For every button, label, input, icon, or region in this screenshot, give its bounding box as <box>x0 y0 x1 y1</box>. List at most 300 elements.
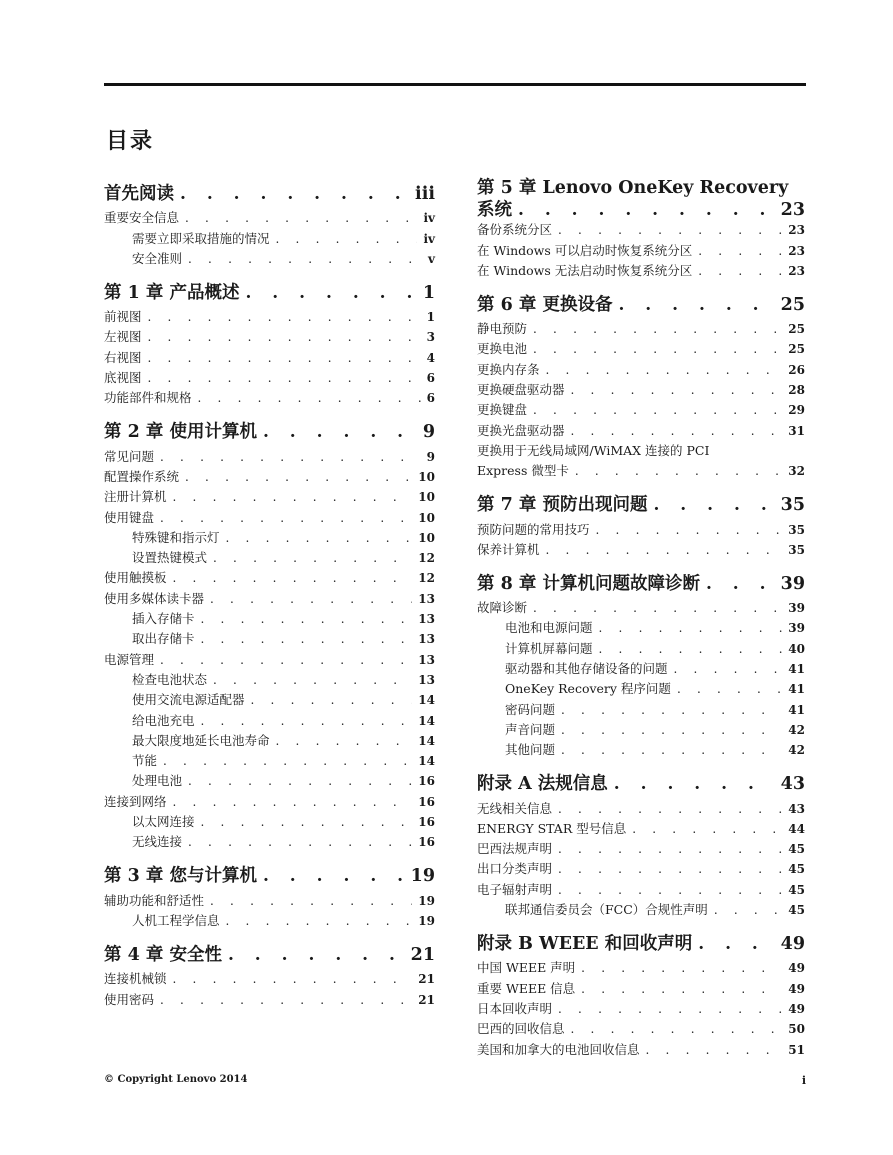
toc-page-number: 6 <box>426 391 435 406</box>
toc-entry-title: 重要安全信息 <box>104 210 180 226</box>
toc-entry-title: 电池和电源问题 <box>505 620 593 636</box>
toc-entry[interactable] <box>477 261 805 281</box>
toc-page-number: 21 <box>418 972 435 987</box>
page-number: i <box>801 1074 806 1087</box>
toc-subentry[interactable] <box>104 670 435 690</box>
toc-entry-title: 更换电池 <box>477 341 528 357</box>
toc-page-number: 14 <box>418 693 435 708</box>
toc-entry-title: 备份系统分区 <box>477 222 553 238</box>
dot-leader <box>599 639 783 659</box>
toc-page-number: 10 <box>418 510 435 525</box>
dot-leader <box>533 400 782 420</box>
toc-page-number: 45 <box>788 882 805 897</box>
toc-page-number: 3 <box>426 330 435 345</box>
toc-entry[interactable] <box>104 467 435 487</box>
dot-leader <box>558 859 782 879</box>
toc-entry-title: 常见问题 <box>104 448 155 464</box>
toc-entry-title: 左视图 <box>104 329 142 345</box>
toc-page-number: 49 <box>788 961 805 976</box>
toc-page-number: 29 <box>788 403 805 418</box>
dot-leader <box>558 220 782 240</box>
toc-entry-title: 联邦通信委员会（FCC）合规性声明 <box>505 902 708 918</box>
toc-page-number: 23 <box>788 223 805 238</box>
toc-entry-title: 保养计算机 <box>477 541 540 557</box>
toc-subentry[interactable] <box>104 228 435 248</box>
toc-entry-title: 检查电池状态 <box>132 671 208 687</box>
toc-entry-title: 声音问题 <box>505 721 556 737</box>
toc-page-number: 19 <box>418 893 435 908</box>
toc-page-number: 26 <box>788 362 805 377</box>
toc-entry-title: 密码问题 <box>505 701 556 717</box>
toc-page-number: 42 <box>788 722 805 737</box>
toc-page-number: 14 <box>418 713 435 728</box>
toc-entry[interactable] <box>104 568 435 588</box>
dot-leader <box>188 832 412 852</box>
toc-entry-title: 第 6 章 更换设备 <box>477 294 613 315</box>
toc-entry[interactable] <box>104 307 435 327</box>
toc-entry[interactable] <box>104 507 435 527</box>
toc-entry-title: 重要 WEEE 信息 <box>477 980 576 996</box>
toc-entry[interactable] <box>104 208 435 228</box>
toc-entry[interactable] <box>477 999 805 1019</box>
dot-leader <box>276 229 418 249</box>
toc-chapter-heading[interactable] <box>104 939 435 969</box>
dot-leader <box>160 508 412 528</box>
toc-entry[interactable] <box>104 446 435 466</box>
dot-leader <box>571 1019 783 1039</box>
dot-leader <box>276 731 413 751</box>
dot-leader <box>706 570 775 598</box>
dot-leader <box>213 548 412 568</box>
toc-page-number: 13 <box>418 672 435 687</box>
toc-entry[interactable] <box>104 989 435 1009</box>
dot-leader <box>632 819 782 839</box>
toc-entry[interactable] <box>477 1019 805 1039</box>
toc-subentry[interactable] <box>104 609 435 629</box>
dot-leader <box>698 930 774 958</box>
dot-leader <box>263 862 405 890</box>
dot-leader <box>160 447 421 467</box>
dot-leader <box>581 979 782 999</box>
toc-page-number: 35 <box>788 522 805 537</box>
dot-leader <box>533 598 782 618</box>
toc-entry[interactable] <box>104 969 435 989</box>
toc-entry[interactable] <box>477 420 805 440</box>
toc-page-number: 13 <box>418 612 435 627</box>
toc-subentry[interactable] <box>477 659 805 679</box>
dot-leader <box>596 520 783 540</box>
toc-page-number: 40 <box>788 641 805 656</box>
dot-leader <box>263 418 417 446</box>
toc-entry-title: 日本回收声明 <box>477 1000 553 1016</box>
toc-entry[interactable] <box>477 319 805 339</box>
toc-chapter-heading[interactable] <box>477 289 805 319</box>
toc-entry-title: 给电池充电 <box>132 712 195 728</box>
dot-leader <box>173 487 413 507</box>
toc-page-number: 21 <box>410 944 435 965</box>
toc-entry-title: 预防问题的常用技巧 <box>477 521 590 537</box>
toc-page-number: 39 <box>788 621 805 636</box>
toc-entry-title: 更换硬盘驱动器 <box>477 382 565 398</box>
toc-entry[interactable] <box>104 649 435 669</box>
dot-leader <box>674 659 783 679</box>
dot-leader <box>698 261 782 281</box>
dot-leader <box>201 711 413 731</box>
toc-entry-title: 辅助功能和舒适性 <box>104 892 205 908</box>
toc-subentry[interactable] <box>104 771 435 791</box>
toc-entry[interactable] <box>477 240 805 260</box>
toc-subentry[interactable] <box>104 812 435 832</box>
toc-entry-title: 处理电池 <box>132 773 183 789</box>
dot-leader <box>245 279 416 307</box>
toc-subentry[interactable] <box>104 751 435 771</box>
toc-page-number: 25 <box>788 342 805 357</box>
toc-entry-title: 中国 WEEE 声明 <box>477 960 576 976</box>
toc-subentry[interactable] <box>104 548 435 568</box>
dot-leader <box>581 958 782 978</box>
dot-leader <box>561 720 782 740</box>
dot-leader <box>653 491 774 519</box>
toc-subentry[interactable] <box>477 638 805 658</box>
toc-entry[interactable] <box>477 958 805 978</box>
toc-entry[interactable] <box>477 519 805 539</box>
toc-entry[interactable] <box>477 1039 805 1059</box>
dot-leader <box>173 792 413 812</box>
dot-leader <box>160 990 412 1010</box>
toc-page-number: 43 <box>788 801 805 816</box>
toc-page-number: 39 <box>780 573 805 594</box>
toc-entry-title: 连接机械锁 <box>104 971 167 987</box>
toc-entry-title: 使用密码 <box>104 991 155 1007</box>
toc-entry-title: 第 2 章 使用计算机 <box>104 422 257 443</box>
toc-entry-title: 配置操作系统 <box>104 468 180 484</box>
toc-entry-title: OneKey Recovery 程序问题 <box>505 681 671 697</box>
toc-entry[interactable] <box>104 368 435 388</box>
toc-page-number: 10 <box>418 490 435 505</box>
toc-entry-title: 故障诊断 <box>477 600 528 616</box>
toc-page-number: 16 <box>418 835 435 850</box>
dot-leader <box>173 969 413 989</box>
toc-entry-title: 更换键盘 <box>477 402 528 418</box>
dot-leader <box>561 740 782 760</box>
toc-subentry[interactable] <box>104 731 435 751</box>
toc-entry-title: 驱动器和其他存储设备的问题 <box>505 661 668 677</box>
dot-leader <box>677 679 782 699</box>
toc-page-number: 10 <box>418 469 435 484</box>
dot-leader <box>185 467 412 487</box>
toc-chapter-heading[interactable] <box>104 416 435 446</box>
toc-entry-title: 使用键盘 <box>104 509 155 525</box>
toc-page-number: 21 <box>418 992 435 1007</box>
toc-entry[interactable] <box>477 879 805 899</box>
toc-entry[interactable] <box>477 540 805 560</box>
toc-page-number: iv <box>423 231 435 246</box>
toc-page-number: 25 <box>788 322 805 337</box>
toc-entry-title: 更换光盘驱动器 <box>477 422 565 438</box>
dot-leader <box>148 348 421 368</box>
toc-entry-title: 在 Windows 可以启动时恢复系统分区 <box>477 242 693 258</box>
toc-entry-title: 使用交流电源适配器 <box>132 692 245 708</box>
toc-page-number: 16 <box>418 815 435 830</box>
toc-chapter-heading[interactable] <box>477 198 805 220</box>
toc-entry-title: 使用触摸板 <box>104 570 167 586</box>
toc-page-number: 16 <box>418 794 435 809</box>
dot-leader <box>714 900 782 920</box>
toc-entry-title: 右视图 <box>104 349 142 365</box>
toc-entry[interactable] <box>104 327 435 347</box>
toc-subentry[interactable] <box>477 679 805 699</box>
toc-page-number: 4 <box>426 350 435 365</box>
dot-leader <box>185 208 417 228</box>
toc-entry-title: 特殊键和指示灯 <box>132 529 220 545</box>
dot-leader <box>561 700 782 720</box>
toc-page-number: 41 <box>788 682 805 697</box>
toc-entry[interactable] <box>477 359 805 379</box>
toc-page-number: 6 <box>426 371 435 386</box>
toc-chapter-heading[interactable] <box>477 568 805 598</box>
dot-leader <box>558 839 782 859</box>
toc-chapter-heading[interactable] <box>104 860 435 890</box>
dot-leader <box>571 421 783 441</box>
toc-page-number: 10 <box>418 530 435 545</box>
toc-page-number: 44 <box>788 821 805 836</box>
toc-page-number: 19 <box>410 866 435 887</box>
toc-page-number: 45 <box>788 842 805 857</box>
dot-leader <box>646 1040 783 1060</box>
dot-leader <box>599 618 783 638</box>
toc-entry-title: 第 8 章 计算机问题故障诊断 <box>477 573 700 594</box>
dot-leader <box>210 589 412 609</box>
page-title: 目录 <box>106 128 155 154</box>
dot-leader <box>148 307 421 327</box>
dot-leader <box>201 629 413 649</box>
toc-page-number: iii <box>415 184 435 204</box>
toc-entry[interactable] <box>477 380 805 400</box>
dot-leader <box>575 461 782 481</box>
toc-chapter-heading[interactable] <box>477 489 805 519</box>
dot-leader <box>163 751 412 771</box>
toc-page-number: v <box>428 251 435 266</box>
toc-entry-title: 底视图 <box>104 370 142 386</box>
toc-entry-title: 静电预防 <box>477 321 528 337</box>
toc-entry-title: 无线连接 <box>132 834 183 850</box>
toc-page-number: 25 <box>780 294 805 315</box>
toc-chapter-heading[interactable] <box>477 768 805 798</box>
toc-subentry[interactable] <box>104 249 435 269</box>
toc-entry-title: 美国和加拿大的电池回收信息 <box>477 1041 640 1057</box>
toc-entry[interactable] <box>104 588 435 608</box>
toc-entry-title: 第 1 章 产品概述 <box>104 282 240 303</box>
top-rule <box>104 83 806 86</box>
toc-page-number: 41 <box>788 702 805 717</box>
toc-entry[interactable] <box>477 798 805 818</box>
dot-leader <box>201 609 413 629</box>
dot-leader <box>226 528 413 548</box>
toc-entry-title: Express 微型卡 <box>477 463 569 479</box>
dot-leader <box>251 690 413 710</box>
toc-page-number: 13 <box>418 591 435 606</box>
toc-page-number: 12 <box>418 551 435 566</box>
toc-page-number: 51 <box>788 1042 805 1057</box>
toc-entry-title: 以太网连接 <box>132 814 195 830</box>
toc-page-number: 23 <box>788 243 805 258</box>
dot-leader <box>188 249 422 269</box>
dot-leader <box>226 911 413 931</box>
toc-page-number: 50 <box>788 1022 805 1037</box>
toc-page-number: 49 <box>780 934 805 955</box>
toc-entry[interactable] <box>477 220 805 240</box>
toc-entry-title: 其他问题 <box>505 742 556 758</box>
toc-page-number: 13 <box>418 632 435 647</box>
toc-entry-title: 节能 <box>132 753 158 769</box>
dot-leader <box>213 670 412 690</box>
toc-entry-title: 插入存储卡 <box>132 611 195 627</box>
toc-entry-line[interactable]: 更换用于无线局域网/WiMAX 连接的 PCI <box>477 442 710 458</box>
toc-entry[interactable] <box>477 461 805 481</box>
toc-chapter-heading[interactable] <box>104 178 435 208</box>
dot-leader <box>558 880 782 900</box>
toc-subentry[interactable] <box>104 832 435 852</box>
dot-leader <box>614 770 775 798</box>
dot-leader <box>160 650 412 670</box>
toc-right-column <box>477 178 805 1060</box>
toc-page-number: 43 <box>780 774 805 795</box>
toc-entry-title: 更换内存条 <box>477 361 540 377</box>
toc-entry-title: 电子辐射声明 <box>477 881 553 897</box>
toc-entry-title: 首先阅读 <box>104 184 174 204</box>
toc-subentry[interactable] <box>104 528 435 548</box>
dot-leader <box>188 771 412 791</box>
toc-page-number: 28 <box>788 383 805 398</box>
toc-entry-title: 连接到网络 <box>104 793 167 809</box>
toc-page-number: 9 <box>426 449 435 464</box>
toc-entry-title: 前视图 <box>104 309 142 325</box>
toc-entry[interactable] <box>477 400 805 420</box>
toc-page-number: 35 <box>788 542 805 557</box>
toc-entry-title: 巴西的回收信息 <box>477 1021 565 1037</box>
toc-page-number: 14 <box>418 754 435 769</box>
dot-leader <box>618 291 774 319</box>
toc-page-number: 39 <box>788 601 805 616</box>
toc-entry[interactable] <box>477 978 805 998</box>
toc-page-number: 19 <box>418 913 435 928</box>
toc-page-number: 35 <box>780 495 805 516</box>
toc-page-number: 13 <box>418 652 435 667</box>
toc-entry[interactable] <box>104 388 435 408</box>
dot-leader <box>173 568 413 588</box>
toc-subentry[interactable] <box>477 900 805 920</box>
toc-subentry[interactable] <box>104 690 435 710</box>
dot-leader <box>210 891 412 911</box>
toc-entry-title: 附录 A 法规信息 <box>477 774 608 795</box>
toc-entry-title: 附录 B WEEE 和回收声明 <box>477 934 693 955</box>
toc-entry-title: 安全准则 <box>132 250 183 266</box>
toc-page-number: 49 <box>788 1001 805 1016</box>
toc-entry[interactable] <box>477 598 805 618</box>
dot-leader <box>180 180 409 208</box>
toc-page-number: 16 <box>418 774 435 789</box>
dot-leader <box>518 200 775 220</box>
toc-entry-title: 注册计算机 <box>104 489 167 505</box>
toc-entry[interactable] <box>104 347 435 367</box>
toc-page-number: 31 <box>788 423 805 438</box>
toc-entry[interactable] <box>104 791 435 811</box>
toc-entry[interactable] <box>477 819 805 839</box>
toc-entry-title: 设置热键模式 <box>132 550 208 566</box>
toc-page-number: 32 <box>788 464 805 479</box>
toc-page-number: 42 <box>788 743 805 758</box>
dot-leader <box>148 368 421 388</box>
dot-leader <box>533 319 782 339</box>
toc-entry-title: 第 7 章 预防出现问题 <box>477 495 648 516</box>
toc-page-number: 1 <box>422 282 435 303</box>
toc-subentry[interactable] <box>477 740 805 760</box>
dot-leader <box>698 241 782 261</box>
toc-page-number: 41 <box>788 662 805 677</box>
toc-entry-title: 巴西法规声明 <box>477 841 553 857</box>
toc-entry[interactable] <box>104 890 435 910</box>
toc-page-number: iv <box>423 211 435 226</box>
toc-subentry[interactable] <box>104 911 435 931</box>
toc-page-number: 9 <box>422 422 435 443</box>
toc-page-number: 1 <box>426 310 435 325</box>
toc-entry[interactable] <box>477 839 805 859</box>
toc-page-number: 14 <box>418 733 435 748</box>
dot-leader <box>201 812 413 832</box>
dot-leader <box>546 360 783 380</box>
toc-chapter-heading[interactable] <box>477 928 805 958</box>
toc-page-number: 12 <box>418 571 435 586</box>
dot-leader <box>558 799 782 819</box>
dot-leader <box>228 941 405 969</box>
dot-leader <box>148 327 421 347</box>
toc-subentry[interactable] <box>104 710 435 730</box>
dot-leader <box>533 339 782 359</box>
dot-leader <box>198 388 421 408</box>
toc-entry-title: 电源管理 <box>104 651 155 667</box>
toc-entry-title: 取出存储卡 <box>132 631 195 647</box>
toc-entry[interactable] <box>104 487 435 507</box>
copyright-notice: © Copyright Lenovo 2014 <box>104 1074 248 1085</box>
toc-entry[interactable] <box>477 339 805 359</box>
toc-subentry[interactable] <box>477 618 805 638</box>
toc-page-number: 23 <box>788 263 805 278</box>
toc-entry-title: 第 3 章 您与计算机 <box>104 866 257 887</box>
toc-entry-title: 最大限度地延长电池寿命 <box>132 732 270 748</box>
toc-entry-title: 系统 <box>477 200 512 220</box>
toc-entry-title: 无线相关信息 <box>477 800 553 816</box>
toc-page-number: 49 <box>788 981 805 996</box>
toc-left-column <box>104 178 435 1010</box>
toc-page-number: 45 <box>788 903 805 918</box>
toc-chapter-heading-line[interactable]: 第 5 章 Lenovo OneKey Recovery <box>477 178 789 198</box>
toc-entry-title: 人机工程学信息 <box>132 912 220 928</box>
toc-entry-title: 计算机屏幕问题 <box>505 640 593 656</box>
toc-subentry[interactable] <box>104 629 435 649</box>
toc-entry-title: 需要立即采取措施的情况 <box>132 230 270 246</box>
dot-leader <box>571 380 783 400</box>
dot-leader <box>546 540 783 560</box>
toc-entry-title: 出口分类声明 <box>477 861 553 877</box>
toc-page-number: 23 <box>780 200 805 220</box>
toc-subentry[interactable] <box>477 720 805 740</box>
toc-entry-title: 使用多媒体读卡器 <box>104 590 205 606</box>
toc-chapter-heading[interactable] <box>104 277 435 307</box>
toc-page-number: 45 <box>788 862 805 877</box>
toc-subentry[interactable] <box>477 699 805 719</box>
toc-entry-title: ENERGY STAR 型号信息 <box>477 820 627 836</box>
toc-entry[interactable] <box>477 859 805 879</box>
